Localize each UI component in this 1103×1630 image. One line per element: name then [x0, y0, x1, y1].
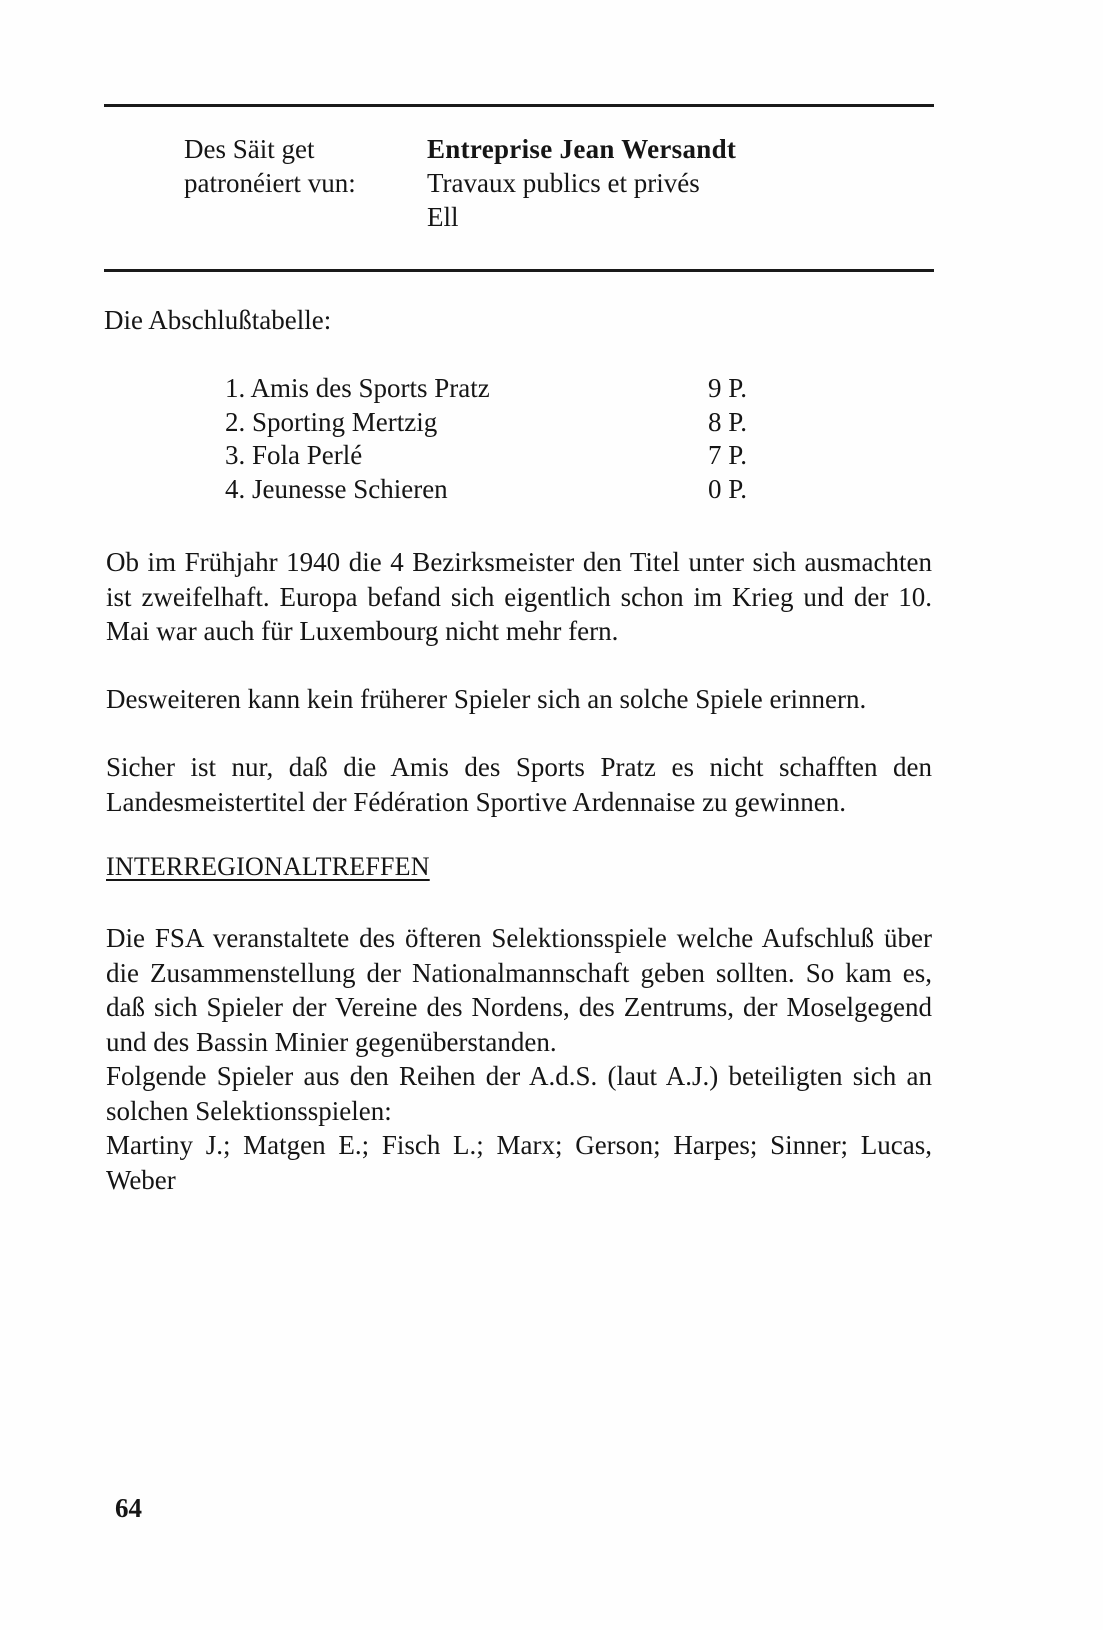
- team-points: 8 P.: [708, 406, 748, 437]
- team-points: 9 P.: [708, 373, 748, 403]
- team-name: 1. Amis des Sports Pratz: [225, 373, 490, 403]
- top-divider: [104, 104, 934, 107]
- interregional-heading: INTERREGIONALTREFFEN: [106, 852, 430, 881]
- sponsor-info: [427, 132, 847, 234]
- team-name: 2. Sporting Mertzig: [225, 406, 438, 437]
- table-row: [225, 473, 755, 507]
- sponsor-company: Entreprise Jean Wersandt: [427, 134, 737, 164]
- final-standings-table: [225, 372, 755, 506]
- table-row: [225, 406, 755, 440]
- page-number: 64: [115, 1493, 142, 1523]
- paragraph-1940-championship: Ob im Frühjahr 1940 die 4 Bezirksmeister den Titel unter sich ausmachten ist zweifelhaft. Europa befand sich eigentlich schon im Krieg und der 10. Mai war auch für Luxembourg nicht mehr fern.: [106, 547, 932, 646]
- interregional-text: [106, 921, 932, 1197]
- paragraph-player-list: Martiny J.; Matgen E.; Fisch L.; Marx; Gerson; Harpes; Sinner; Lucas, Weber: [106, 1130, 932, 1195]
- bottom-divider: [104, 269, 934, 272]
- sponsor-activity: Travaux publics et privés: [427, 168, 700, 198]
- team-points: 0 P.: [708, 473, 748, 504]
- sponsor-location: Ell: [427, 202, 459, 232]
- sponsor-label: [184, 132, 414, 200]
- table-row: [225, 439, 755, 473]
- paragraph-title-missed: Sicher ist nur, daß die Amis des Sports Pratz es nicht schafften den Landesmeistertitel der Fédération Sportive Ardennaise zu gewinnen.: [106, 752, 932, 817]
- final-table-heading: Die Abschlußtabelle:: [104, 305, 332, 335]
- team-name: 4. Jeunesse Schieren: [225, 473, 448, 504]
- paragraph-selection-games: Die FSA veranstaltete des öfteren Selektionsspiele welche Aufschluß über die Zusammenstellung der Nationalmannschaft geben sollten. So kam es, daß sich Spieler der Vereine des Nordens, des Zentrums, der Moselgegend und des Bassin Minier gegenüberstanden.: [106, 923, 932, 1057]
- sponsor-label-line1: Des Säit get: [184, 134, 315, 164]
- paragraph-no-memory: Desweiteren kann kein früherer Spieler sich an solche Spiele erinnern.: [106, 684, 867, 714]
- team-points: 7 P.: [708, 440, 748, 470]
- sponsor-label-line2: patronéiert vun:: [184, 168, 356, 198]
- table-row: [225, 372, 755, 406]
- paragraph-participants-intro: Folgende Spieler aus den Reihen der A.d.S. (laut A.J.) beteiligten sich an solchen Selektionsspielen:: [106, 1061, 932, 1126]
- team-name: 3. Fola Perlé: [225, 440, 363, 470]
